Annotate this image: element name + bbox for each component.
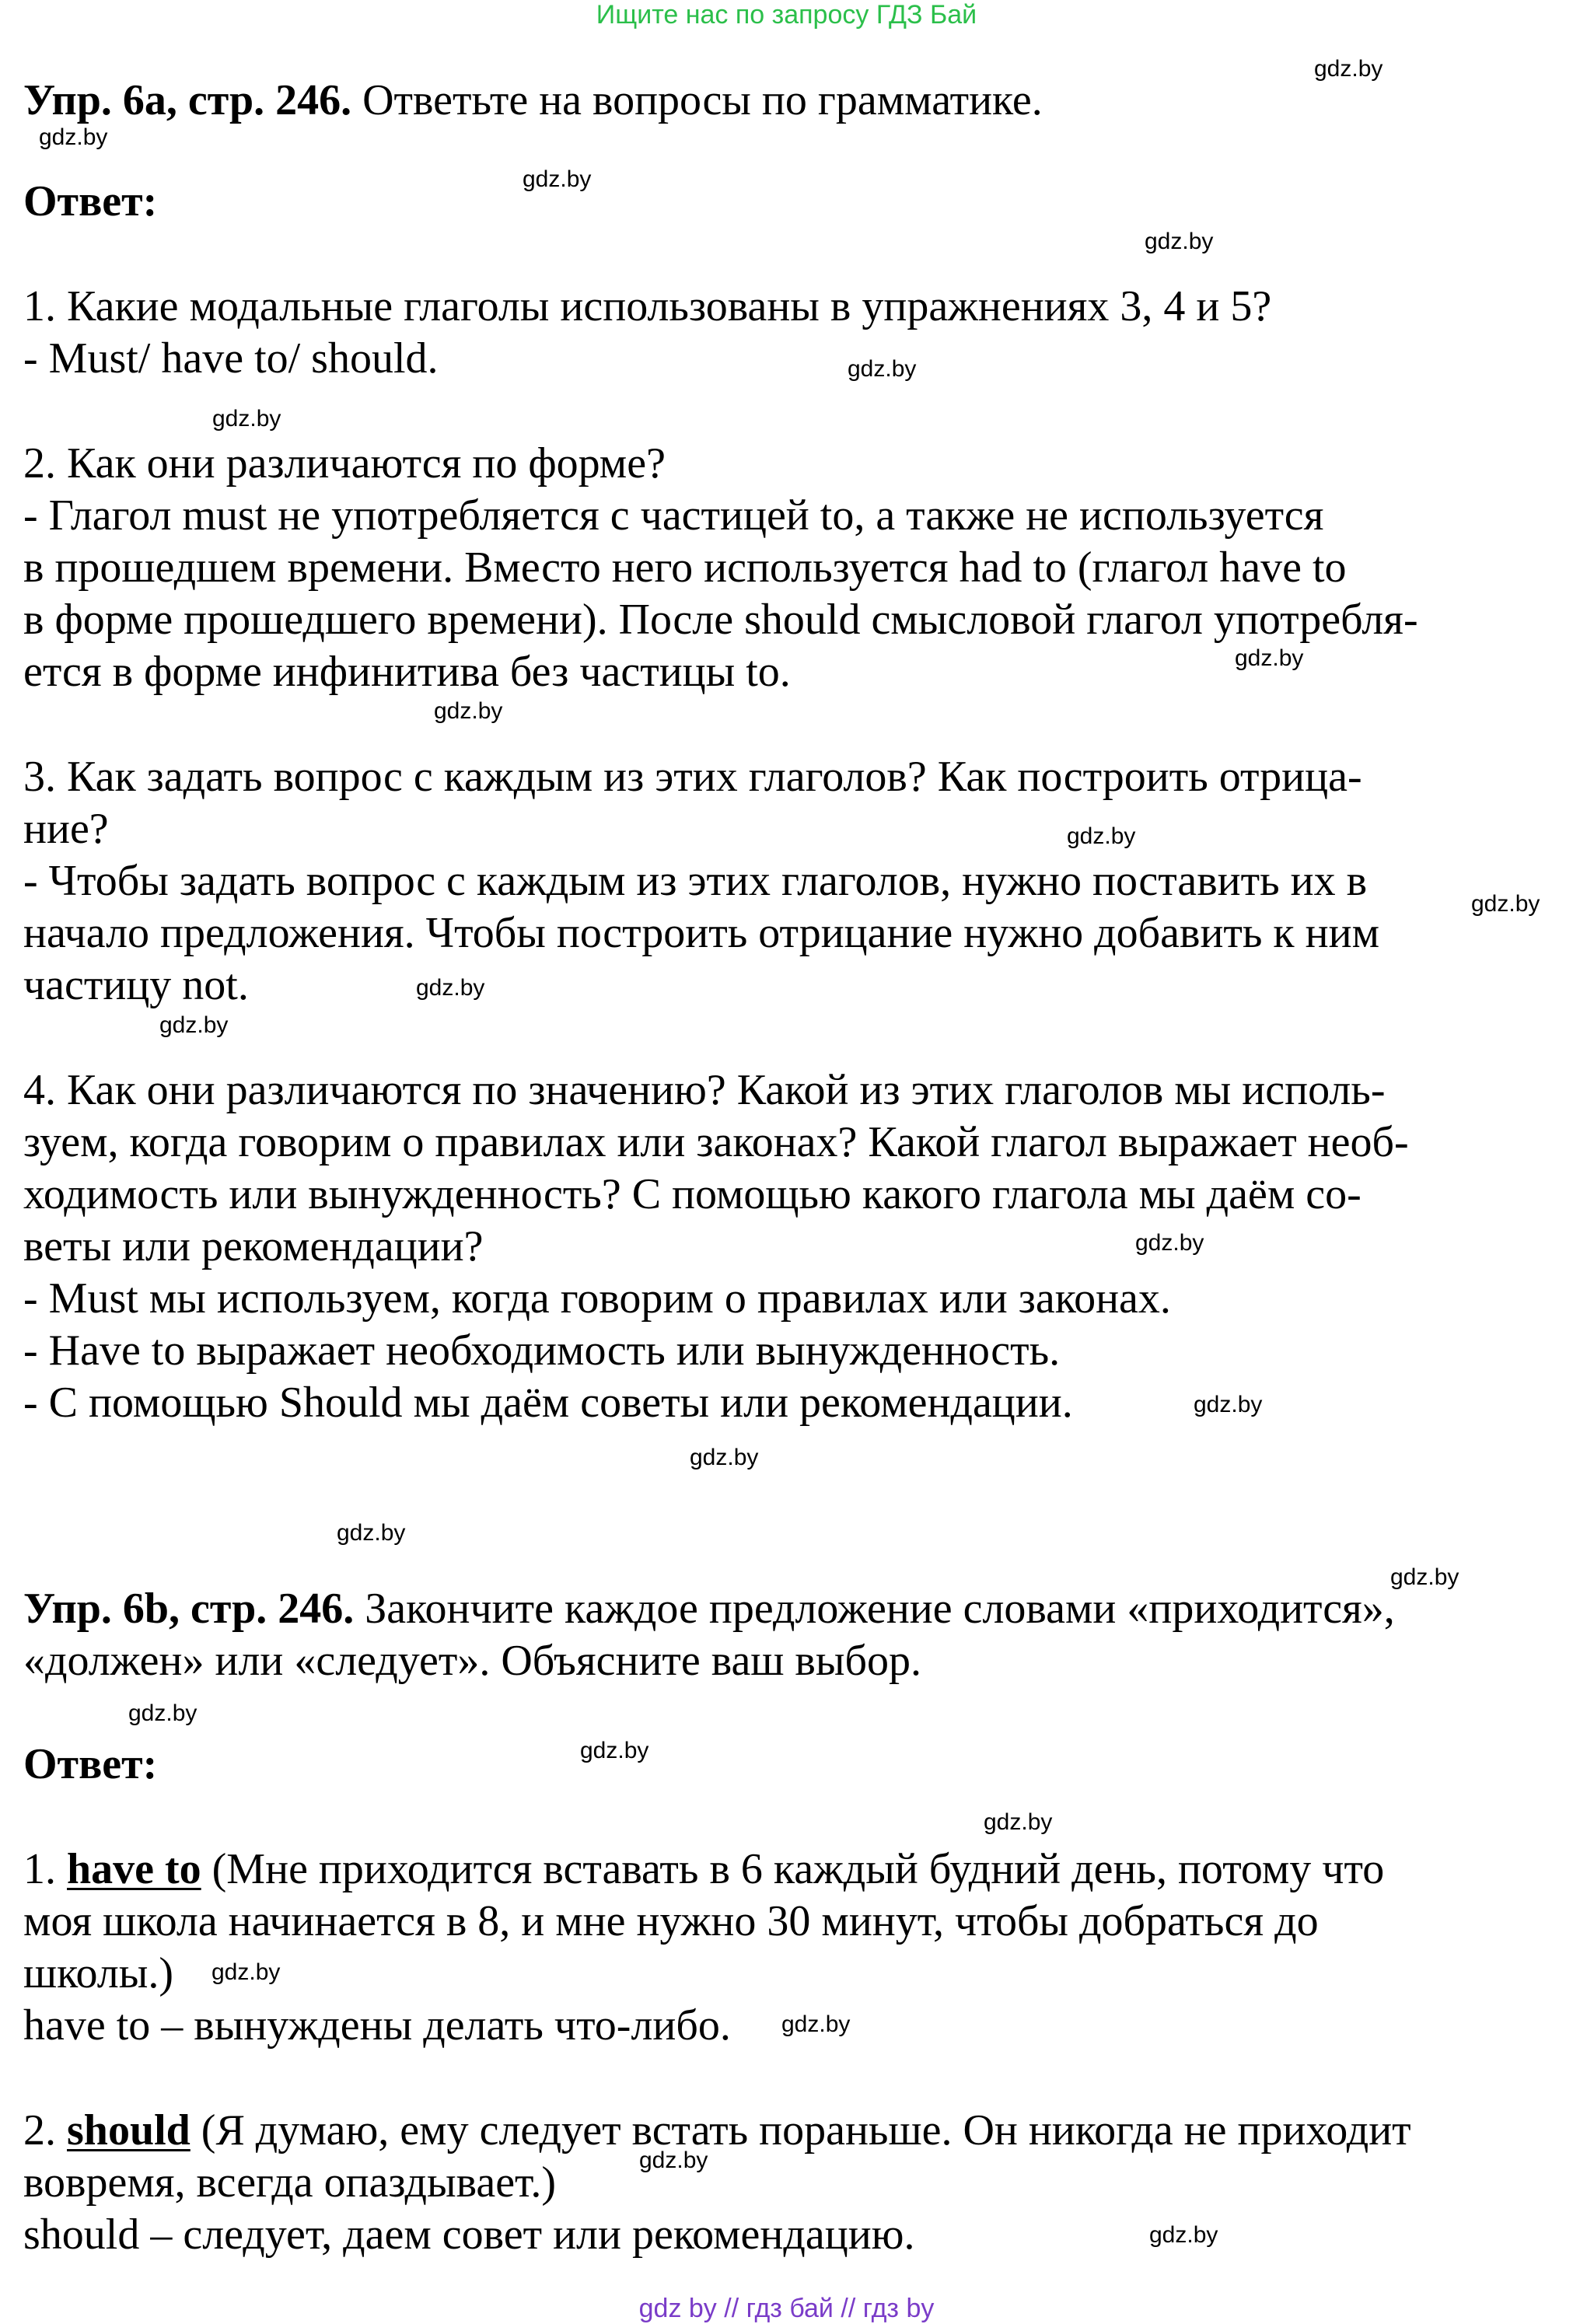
ex6b-item-1-keyword: have to <box>67 1845 201 1893</box>
ex6b-item-2-number: 2. <box>23 2106 67 2155</box>
ex6a-heading-label: Упр. 6а, стр. 246. <box>23 76 352 124</box>
ex6b-answer-label: Ответ: <box>23 1740 158 1788</box>
watermark: gdz.by <box>159 1012 229 1038</box>
ex6a-question-4-line-1: 4. Как они различаются по значению? Какой из этих глаголов мы исполь- <box>23 1066 1386 1114</box>
ex6a-heading-text: Ответьте на вопросы по грамматике. <box>351 76 1043 124</box>
watermark: gdz.by <box>39 124 108 150</box>
ex6a-answer-2-line-2: в прошедшем времени. Вместо него используется had to (глагол have to <box>23 543 1347 592</box>
ex6a-question-3-line-2: ние? <box>23 805 109 853</box>
watermark: gdz.by <box>1471 891 1540 917</box>
ex6b-heading <box>23 1582 1395 1635</box>
watermark: gdz.by <box>580 1738 649 1763</box>
watermark: gdz.by <box>848 356 917 382</box>
ex6a-answer-4-line-1: - Must мы используем, когда говорим о правилах или законах. <box>23 1274 1171 1323</box>
ex6a-answer-label: Ответ: <box>23 177 158 225</box>
ex6a-question-2: 2. Как они различаются по форме? <box>23 439 666 488</box>
watermark: gdz.by <box>690 1445 759 1470</box>
watermark: gdz.by <box>1145 229 1214 254</box>
watermark: gdz.by <box>212 406 281 432</box>
ex6a-answer-3-line-2: начало предложения. Чтобы построить отрицание нужно добавить к ним <box>23 909 1380 957</box>
ex6a-question-4-line-3: ходимость или вынужденность? С помощью какого глагола мы даём со- <box>23 1170 1362 1218</box>
ex6a-question-4-line-2: зуем, когда говорим о правилах или законах? Какой глагол выражает необ- <box>23 1118 1409 1166</box>
watermark: gdz.by <box>639 2148 708 2173</box>
ex6a-question-3-line-1: 3. Как задать вопрос с каждым из этих глаголов? Как построить отрица- <box>23 753 1362 801</box>
watermark: gdz.by <box>523 166 592 192</box>
watermark: gdz.by <box>984 1809 1053 1835</box>
ex6a-answer-4-line-3: - С помощью Should мы даём советы или рекомендации. <box>23 1379 1073 1427</box>
ex6a-answer-2-line-4: ется в форме инфинитива без частицы to. <box>23 648 791 696</box>
ex6b-heading-text: Закончите каждое предложение словами «приходится», <box>354 1585 1395 1633</box>
ex6b-item-1-explanation: have to – вынуждены делать что-либо. <box>23 2001 731 2050</box>
ex6b-item-1-line-3: школы.) <box>23 1949 173 1997</box>
watermark: gdz.by <box>1194 1392 1263 1417</box>
watermark: gdz.by <box>1390 1564 1459 1590</box>
ex6a-question-4-line-4: веты или рекомендации? <box>23 1222 484 1270</box>
ex6b-item-1-number: 1. <box>23 1845 67 1893</box>
watermark: gdz.by <box>1314 56 1383 82</box>
watermark: gdz.by <box>337 1520 406 1546</box>
bottom-banner[interactable]: gdz by // гдз бай // гдз by <box>638 2294 935 2323</box>
ex6a-answer-2-line-1: - Глагол must не употребляется с частицей to, а также не используется <box>23 491 1324 540</box>
watermark: gdz.by <box>1235 645 1304 671</box>
watermark: gdz.by <box>1149 2222 1218 2248</box>
ex6b-heading-label: Упр. 6b, стр. 246. <box>23 1585 355 1633</box>
ex6a-question-1: 1. Какие модальные глаголы использованы в упражнениях 3, 4 и 5? <box>23 282 1272 330</box>
watermark: gdz.by <box>781 2011 851 2037</box>
ex6a-answer-3-line-1: - Чтобы задать вопрос с каждым из этих глаголов, нужно поставить их в <box>23 857 1368 905</box>
ex6b-item-1-text: (Мне приходится вставать в 6 каждый будний день, потому что <box>201 1845 1385 1893</box>
watermark: gdz.by <box>211 1959 281 1985</box>
ex6a-answer-4-line-2: - Have to выражает необходимость или вынужденность. <box>23 1326 1061 1375</box>
watermark: gdz.by <box>416 975 485 1001</box>
ex6b-item-2-explanation: should – следует, даем совет или рекомендацию. <box>23 2210 915 2259</box>
ex6b-item-1-line-2: моя школа начинается в 8, и мне нужно 30 минут, чтобы добраться до <box>23 1897 1319 1945</box>
ex6b-item-2-line-1 <box>23 2104 1411 2157</box>
watermark: gdz.by <box>1067 823 1136 849</box>
watermark: gdz.by <box>128 1700 197 1726</box>
ex6a-answer-2-line-3: в форме прошедшего времени). После should смысловой глагол употребля- <box>23 596 1418 644</box>
ex6b-item-2-keyword: should <box>67 2106 191 2155</box>
ex6a-answer-1: - Must/ have to/ should. <box>23 334 439 383</box>
watermark: gdz.by <box>1135 1230 1204 1256</box>
top-banner[interactable]: Ищите нас по запросу ГДЗ Бай <box>596 0 977 30</box>
watermark: gdz.by <box>434 698 503 724</box>
ex6b-item-1-line-1 <box>23 1843 1384 1896</box>
ex6b-item-2-line-2: вовремя, всегда опаздывает.) <box>23 2158 556 2207</box>
ex6b-heading-line-2: «должен» или «следует». Объясните ваш выбор. <box>23 1637 921 1685</box>
ex6b-item-2-text: (Я думаю, ему следует встать пораньше. Он никогда не приходит <box>190 2106 1411 2155</box>
ex6a-heading <box>23 74 1043 127</box>
ex6a-answer-3-line-3: частицу not. <box>23 961 249 1009</box>
